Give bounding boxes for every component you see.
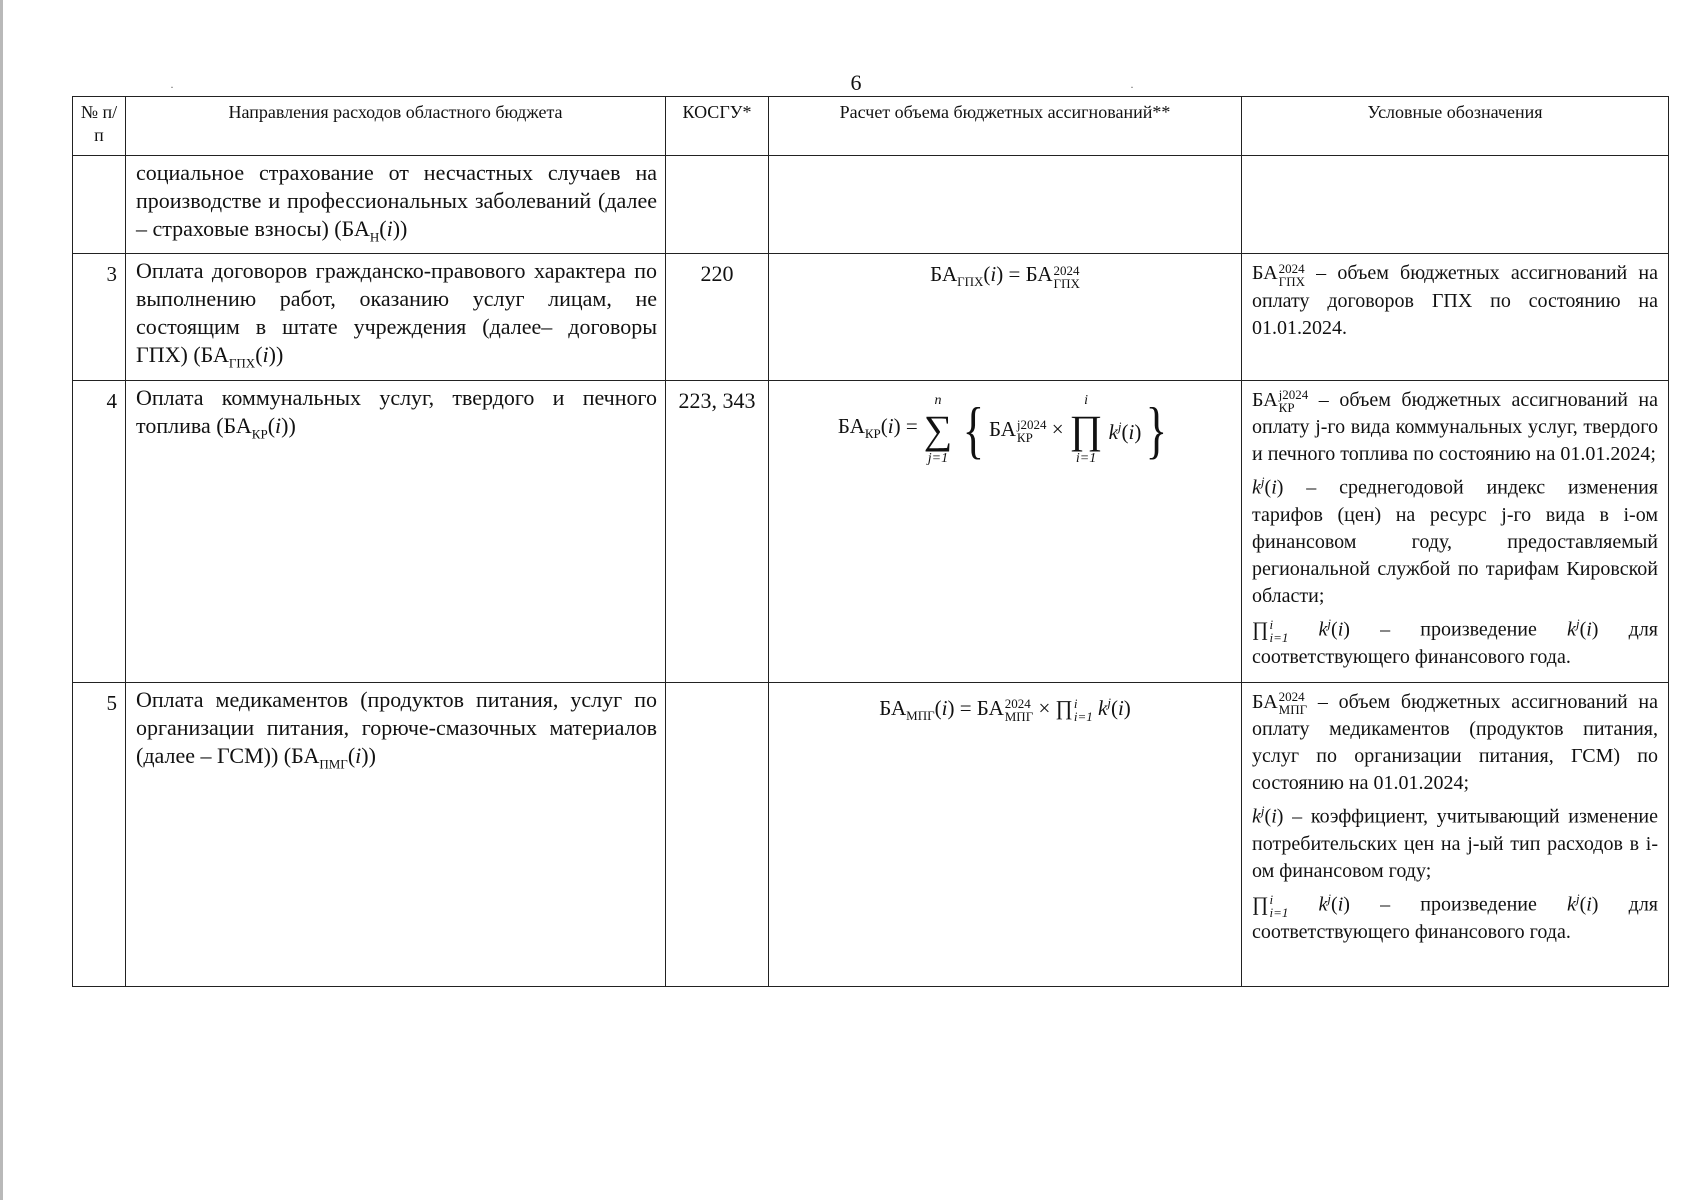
legend-item: БА 2024 МПГ – объем бюджетных ассигнований на оплату медикаментов (продуктов питания, услуг по организации питания, ГСМ) по состоянию на 01.01.2024; [1252,689,1658,795]
table-row [73,254,1669,380]
header-calc: Расчет объема бюджетных ассигнований** [769,97,1242,156]
header-kosgu: КОСГУ* [666,97,769,156]
row-num: 3 [73,254,126,380]
scan-speck: · [170,80,174,94]
direction-subscript: Н [369,229,380,245]
formula-mpg: $БА_{МПГ}(i)$ = БА 2024 МПГ × ∏ i i=1 $k^j(i)$ [879,694,1131,724]
row-num: 4 [73,380,126,682]
header-legend: Условные обозначения [1242,97,1669,156]
row-legend [1242,156,1669,254]
row-kosgu [666,682,769,986]
row-calc [769,156,1242,254]
budget-table [72,96,1669,987]
row-num [73,156,126,254]
scan-speck: · [1130,80,1134,94]
direction-subscript: ГПХ [228,355,256,371]
row-calc [769,682,1242,986]
table-row [73,682,1669,986]
legend-item: БА j2024 КР – объем бюджетных ассигнований на оплату j-го вида коммунальных услуг, твердого и печного топлива по состоянию на 01.01.2024; [1252,387,1658,466]
row-direction: Оплата медикаментов (продуктов питания, услуг по организации питания, горюче-смазочных материалов (далее – ГСМ)) $(БА_{ПМГ}(i))$ [126,682,666,986]
direction-subscript: КР [251,426,268,442]
legend-item: $k^j(i)$ – коэффициент, учитывающий изменение потребительских цен на j-ый тип расходов в i-ом финансовом году; [1252,803,1658,882]
row-num: 5 [73,682,126,986]
direction-text: социальное страхование от несчастных случаев на производстве и профессиональных заболеваний (далее – страховые взносы) (БА [136,160,657,241]
page-left-edge [0,0,3,1200]
direction-subscript: ПМГ [319,756,348,772]
row-calc [769,254,1242,380]
row-legend [1242,254,1669,380]
table-row [73,380,1669,682]
sum-operator: n ∑ j=1 [923,392,953,466]
direction-text: Оплата договоров гражданско-правового характера по выполнению работ, оказанию услуг лицам, не состоящим в штате учреждения (далее– договоры ГПХ) (БА [136,258,657,368]
formula-kr: $БА_{КР}(i)$ = n ∑ j=1 { БА j2024 КР × i ∏ i=1 $k^j(i)$ } [837,392,1168,466]
row-direction: социальное страхование от несчастных случаев на производстве и профессиональных заболеваний (далее – страховые взносы) $(БА_Н(i))$ [126,156,666,254]
row-legend [1242,682,1669,986]
row-kosgu: 220 [666,254,769,380]
header-num: № п/п [73,97,126,156]
page-number: 6 [850,70,862,95]
row-kosgu [666,156,769,254]
direction-text: Оплата коммунальных услуг, твердого и печного топлива (БА [136,384,657,438]
row-direction: Оплата договоров гражданско-правового характера по выполнению работ, оказанию услуг лицам, не состоящим в штате учреждения (далее– договоры ГПХ) $(БА_{ГПХ}(i))$ [126,254,666,380]
table-row [73,156,1669,254]
legend-item: БА 2024 ГПХ – объем бюджетных ассигнований на оплату договоров ГПХ по состоянию на 01.01.2024. [1252,260,1658,339]
row-calc [769,380,1242,682]
table-header-row [73,97,1669,156]
row-direction: Оплата коммунальных услуг, твердого и печного топлива $(БА_{КР}(i))$ [126,380,666,682]
formula-gph: $БА_{ГПХ}(i)$ = БА 2024 ГПХ [930,262,1080,291]
legend-item: $k^j(i)$ – среднегодовой индекс изменения тарифов (цен) на ресурс j-го вида в i-ом финансовом году, предоставляемый региональной службой по тарифам Кировской области; [1252,474,1658,607]
legend-item: ∏ i i=1 $k^j(i)$ – произведение $k^j(i)$ для соответствующего финансового года. [1252,615,1658,668]
product-operator: i ∏ i=1 [1069,392,1103,466]
row-legend [1242,380,1669,682]
header-direction: Направления расходов областного бюджета [126,97,666,156]
legend-item: ∏ i i=1 $k^j(i)$ – произведение $k^j(i)$ для соответствующего финансового года. [1252,890,1658,943]
direction-text: Оплата медикаментов (продуктов питания, услуг по организации питания, горюче-смазочных материалов (далее – ГСМ)) (БА [136,686,657,768]
row-kosgu: 223, 343 [666,380,769,682]
